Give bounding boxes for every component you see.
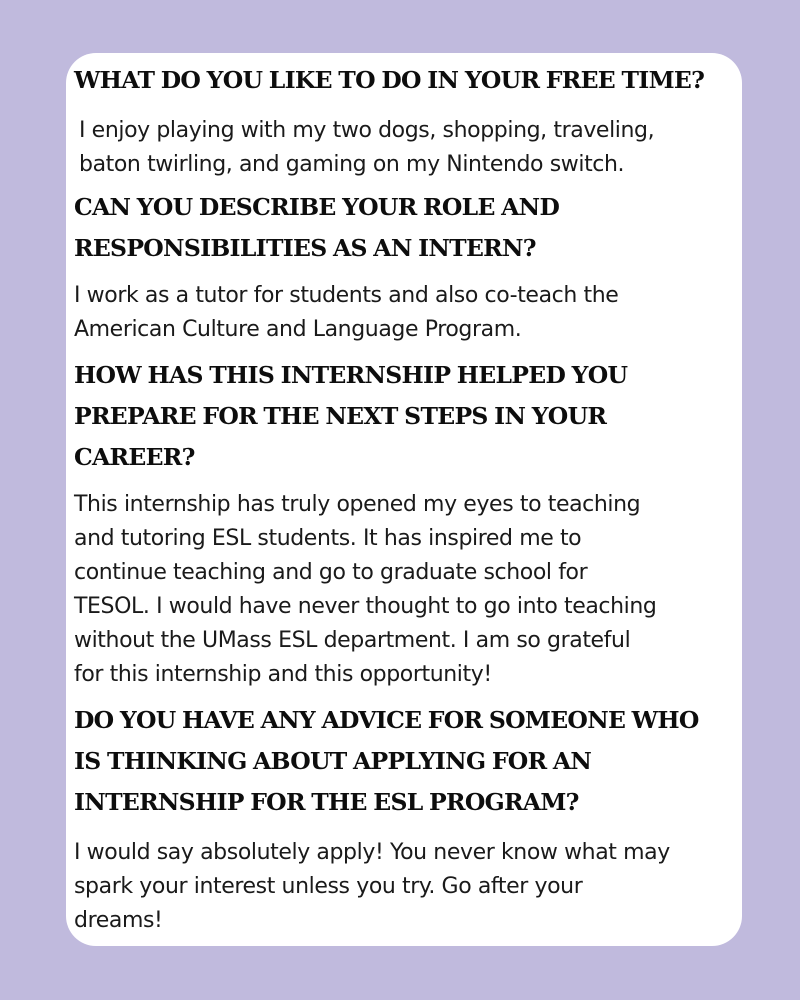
answer-role-responsibilities: I work as a tutor for students and also co-teach the American Culture and Language Program. <box>74 283 619 342</box>
question-role-responsibilities: CAN YOU DESCRIBE YOUR ROLE AND RESPONSIBILITIES AS AN INTERN? <box>74 193 560 262</box>
answer-advice: I would say absolutely apply! You never know what may spark your interest unless you try. Go after your dreams! <box>74 840 670 933</box>
question-free-time: WHAT DO YOU LIKE TO DO IN YOUR FREE TIME? <box>74 66 705 94</box>
question-advice: DO YOU HAVE ANY ADVICE FOR SOMEONE WHO IS THINKING ABOUT APPLYING FOR AN INTERNSHIP FOR THE ESL PROGRAM? <box>74 706 699 816</box>
interview-card <box>66 53 742 946</box>
answer-career-preparation: This internship has truly opened my eyes to teaching and tutoring ESL students. It has inspired me to continue teaching and go to graduate school for TESOL. I would have never thought to go into teaching without the UMass ESL department. I am so grateful for this internship and this opportunity! <box>74 492 657 687</box>
answer-free-time: I enjoy playing with my two dogs, shopping, traveling, baton twirling, and gaming on my Nintendo switch. <box>79 118 655 177</box>
question-career-preparation: HOW HAS THIS INTERNSHIP HELPED YOU PREPARE FOR THE NEXT STEPS IN YOUR CAREER? <box>74 361 628 471</box>
